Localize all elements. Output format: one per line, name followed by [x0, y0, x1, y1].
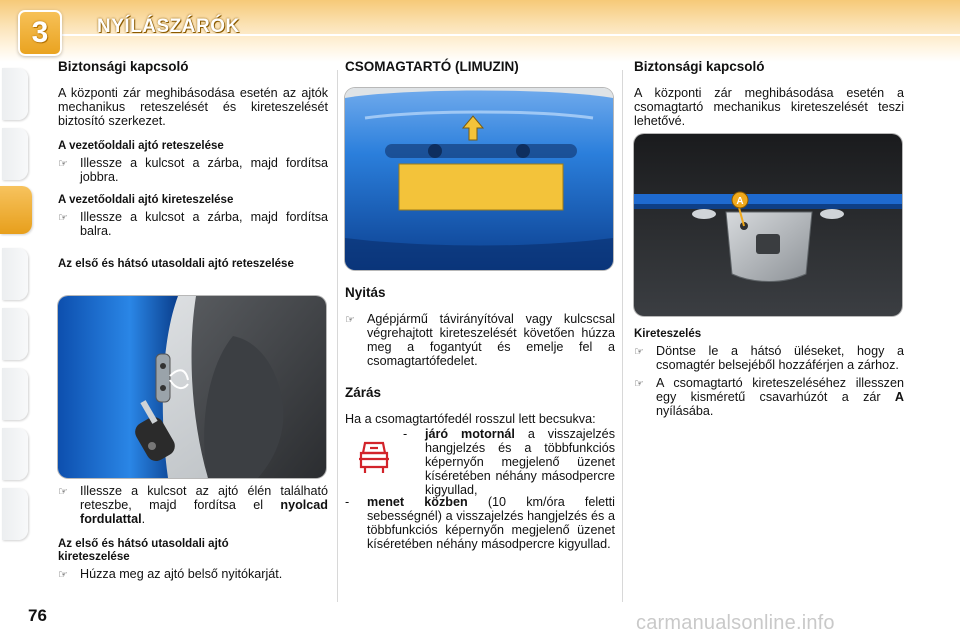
driver-lock-step [58, 156, 328, 184]
trunk-open-warning-icon [357, 439, 391, 475]
side-tab-3-active[interactable] [0, 186, 32, 234]
trunk-lid-illustration [345, 88, 613, 270]
opening-step [345, 312, 615, 368]
door-edge-illustration [58, 296, 326, 478]
closing-title: Zárás [345, 385, 382, 400]
closing-item1-bold: járó motornál [425, 427, 515, 441]
passenger-unlock-text: Húzza meg az ajtó belső nyitókarját. [80, 567, 283, 581]
driver-lock-title: A vezetőoldali ajtó reteszelése [58, 140, 224, 152]
side-tab-8[interactable] [2, 488, 28, 540]
right-section-title: Biztonsági kapcsoló [634, 59, 765, 74]
pointing-hand-icon: ☞ [634, 378, 644, 390]
closing-item2 [345, 495, 615, 551]
driver-unlock-text: Illessze a kulcsot a zárba, majd fordítsa balra. [80, 210, 328, 238]
pointing-hand-icon: ☞ [58, 212, 68, 224]
side-tab-7[interactable] [2, 428, 28, 480]
pointing-hand-icon: ☞ [345, 314, 355, 326]
middle-column-lower [345, 286, 615, 551]
passenger-lock-text-end: . [141, 512, 146, 526]
left-column [58, 60, 328, 271]
pointing-hand-icon: ☞ [58, 486, 68, 498]
driver-lock-text: Illessze a kulcsot a zárba, majd fordítsa jobbra. [80, 156, 328, 184]
unlock-text-2-bold: A [894, 390, 904, 404]
left-column-lower [58, 484, 328, 582]
left-section-title: Biztonsági kapcsoló [58, 59, 189, 74]
right-column [634, 60, 904, 128]
opening-text: Agépjármű távirányítóval vagy kulcscsal végrehajtott kireteszelését követően húzza meg a fogantyút és emelje fel a csomagtartófedelet. [367, 312, 615, 368]
dash-mark: - [345, 495, 350, 509]
trunk-handle-figure [345, 88, 613, 270]
closing-item2-bold: menet közben [367, 495, 468, 509]
side-tab-4[interactable] [2, 248, 28, 300]
unlock-title: Kireteszelés [634, 328, 702, 340]
unlock-step-2 [634, 376, 904, 418]
passenger-lock-text-part: Illessze a kulcsot az ajtó élén található reteszbe, majd fordítsa el [80, 484, 328, 512]
pointing-hand-icon: ☞ [58, 569, 68, 581]
right-column-lower [634, 328, 904, 418]
closing-item2-text [367, 495, 615, 551]
page-number: 76 [28, 606, 47, 625]
closing-item2-rest: (10 km/óra feletti sebességnél) a visszajelzés hangjelzés és a többfunkciós képernyőn megjelenő üzenet kíséretében néhány másodpercre kigyullad. [367, 495, 615, 551]
opening-title: Nyitás [345, 285, 386, 300]
side-tab-6[interactable] [2, 368, 28, 420]
passenger-unlock-title: Az első és hátsó utasoldali ajtó kireteszelése [58, 538, 229, 563]
trunk-lock-illustration [634, 134, 902, 316]
passenger-lock-title: Az első és hátsó utasoldali ajtó reteszelése [58, 258, 294, 270]
dash-mark: - [403, 427, 408, 441]
left-intro-text: A központi zár meghibásodása esetén az ajtók mechanikus reteszelését és kireteszelését biztosító szerkezet. [58, 86, 328, 128]
unlock-text-2 [656, 376, 904, 418]
unlock-text-2-part: A csomagtartó kireteszeléséhez illesszen egy kisméretű csavarhúzót a zár [656, 376, 904, 404]
passenger-lock-step [58, 484, 328, 526]
unlock-step-1 [634, 344, 904, 372]
side-tab-5[interactable] [2, 308, 28, 360]
driver-unlock-step [58, 210, 328, 238]
column-divider-2 [622, 70, 623, 602]
closing-intro: Ha a csomagtartófedél rosszul lett becsukva: [345, 412, 596, 426]
driver-unlock-title: A vezetőoldali ajtó kireteszelése [58, 194, 234, 206]
chapter-side-tabs [0, 62, 40, 582]
site-watermark: carmanualsonline.info [636, 612, 835, 634]
chapter-title: NYÍLÁSZÁRÓK [97, 16, 240, 37]
lock-callout-label: A [736, 196, 744, 207]
door-edge-lock-figure [58, 296, 326, 478]
middle-section-title: CSOMAGTARTÓ (LIMUZIN) [345, 59, 519, 74]
side-tab-2[interactable] [2, 128, 28, 180]
closing-item1-text [425, 427, 615, 497]
chapter-number-badge: 3 [18, 10, 62, 56]
unlock-text-1: Döntse le a hátsó üléseket, hogy a csomagtér belsejéből hozzáférjen a zárhoz. [656, 344, 904, 372]
trunk-lock-figure [634, 134, 902, 316]
closing-item1 [403, 427, 615, 497]
middle-column [345, 60, 615, 74]
pointing-hand-icon: ☞ [58, 158, 68, 170]
passenger-unlock-step [58, 567, 328, 582]
pointing-hand-icon: ☞ [634, 346, 644, 358]
column-divider-1 [337, 70, 338, 602]
passenger-lock-text [80, 484, 328, 526]
closing-item1-rest: a visszajelzés hangjelzés és a többfunkciós képernyőn megjelenő üzenet kíséretében néhány másodpercre kigyullad, [425, 427, 615, 497]
closing-item1-block [345, 427, 615, 495]
passenger-lock-text-bold: nyolcad fordulattal [80, 498, 328, 526]
right-intro-text: A központi zár meghibásodása esetén a csomagtartó mechanikus kireteszelését teszi lehetővé. [634, 86, 904, 128]
side-tab-1[interactable] [2, 68, 28, 120]
unlock-text-2-end: nyílásába. [656, 404, 714, 418]
